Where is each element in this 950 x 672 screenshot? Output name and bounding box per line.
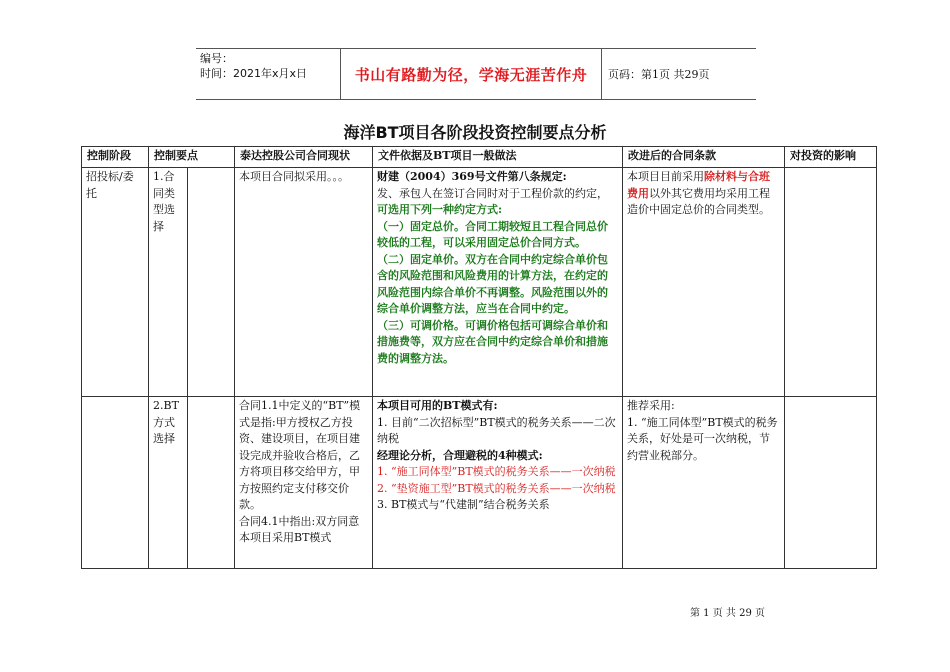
cell-impact: [785, 397, 877, 569]
page-footer: 第 1 页 共 29 页: [690, 608, 765, 619]
number-label: 编号：: [200, 52, 233, 65]
document-header: [196, 48, 756, 100]
header-impact: 对投资的影响: [785, 147, 877, 168]
basis-option-2: （二）固定单价。双方在合同中约定综合单价包含的风险范围和风险费用的计算方法，在约定的风险范围内综合单价不再调整。风险范围以外的综合单价调整方法，应当在合同中约定。: [377, 252, 608, 315]
header-status: 泰达控股公司合同现状: [235, 147, 373, 168]
cell-stage: [82, 397, 149, 569]
improved-line-1: 推荐采用:: [627, 399, 675, 412]
cell-improved: 本项目目前采用除材料与合班费用以外其它费用均采用工程造价中固定总价的合同类型。: [623, 168, 785, 397]
cell-improved: [623, 397, 785, 569]
header-improved: 改进后的合同条款: [623, 147, 785, 168]
basis-theory-2: 2. “垫资施工型”BT模式的税务关系——一次纳税: [377, 481, 616, 495]
cell-point: 2.BT方式选择: [149, 397, 188, 569]
time-label: 时间：2021年x月x日: [200, 67, 308, 80]
cell-status: [235, 397, 373, 569]
basis-title: 本项目可用的BT模式有:: [377, 399, 498, 412]
page-title: 海洋BT项目各阶段投资控制要点分析: [343, 123, 607, 142]
table-header-row: [82, 147, 877, 168]
header-stage: 控制阶段: [82, 147, 149, 168]
basis-theory-3: 3. BT模式与“代建制”结合税务关系: [377, 498, 550, 511]
improved-line-2: 1. “施工同体型”BT模式的税务关系，好处是可一次纳税，节约营业税部分。: [627, 415, 778, 462]
header-basis: 文件依据及BT项目一般做法: [373, 147, 623, 168]
cell-impact: [785, 168, 877, 397]
header-point: 控制要点: [149, 147, 235, 168]
status-para-1: 合同1.1中定义的“BT”模式是指:甲方授权乙方投资、建设项目，在项目建设完成并验收合格后，乙方将项目移交给甲方，甲方按照约定支付移交价款。: [239, 399, 361, 511]
table-row: [82, 397, 877, 569]
cell-stage: 招投标/委托: [82, 168, 149, 397]
basis-theory: 经理论分析，合理避税的4种模式:: [377, 448, 543, 462]
header-meta: [200, 51, 336, 97]
cell-blank: [188, 168, 235, 397]
basis-title: 财建（2004）369号文件第八条规定:: [377, 170, 567, 183]
control-points-table: [81, 146, 877, 569]
cell-status: 本项目合同拟采用。。。: [235, 168, 373, 397]
basis-mode-1: 1. 目前“二次招标型”BT模式的税务关系——二次纳税: [377, 415, 616, 445]
cell-basis: [373, 397, 623, 569]
basis-option-3: （三）可调价格。可调价格包括可调综合单价和措施费等，双方应在合同中约定综合单价和措施费的调整方法。: [377, 318, 608, 365]
cell-blank: [188, 397, 235, 569]
page-label: 页码：第1页 共29页: [608, 68, 710, 81]
motto: 书山有路勤为径，学海无涯苦作舟: [340, 49, 602, 99]
basis-theory-1: 1. “施工同体型”BT模式的税务关系——一次纳税: [377, 465, 616, 478]
basis-intro: 发、承包人在签订合同时对于工程价款的约定，可选用下列一种约定方式:: [377, 186, 608, 216]
cell-point: 1.合同类型选择: [149, 168, 188, 397]
table-row: [82, 168, 877, 397]
basis-option-1: （一）固定总价。合同工期较短且工程合同总价较低的工程，可以采用固定总价合同方式。: [377, 219, 608, 249]
status-para-2: 合同4.1中指出:双方同意本项目采用BT模式: [239, 514, 360, 544]
cell-basis: [373, 168, 623, 397]
